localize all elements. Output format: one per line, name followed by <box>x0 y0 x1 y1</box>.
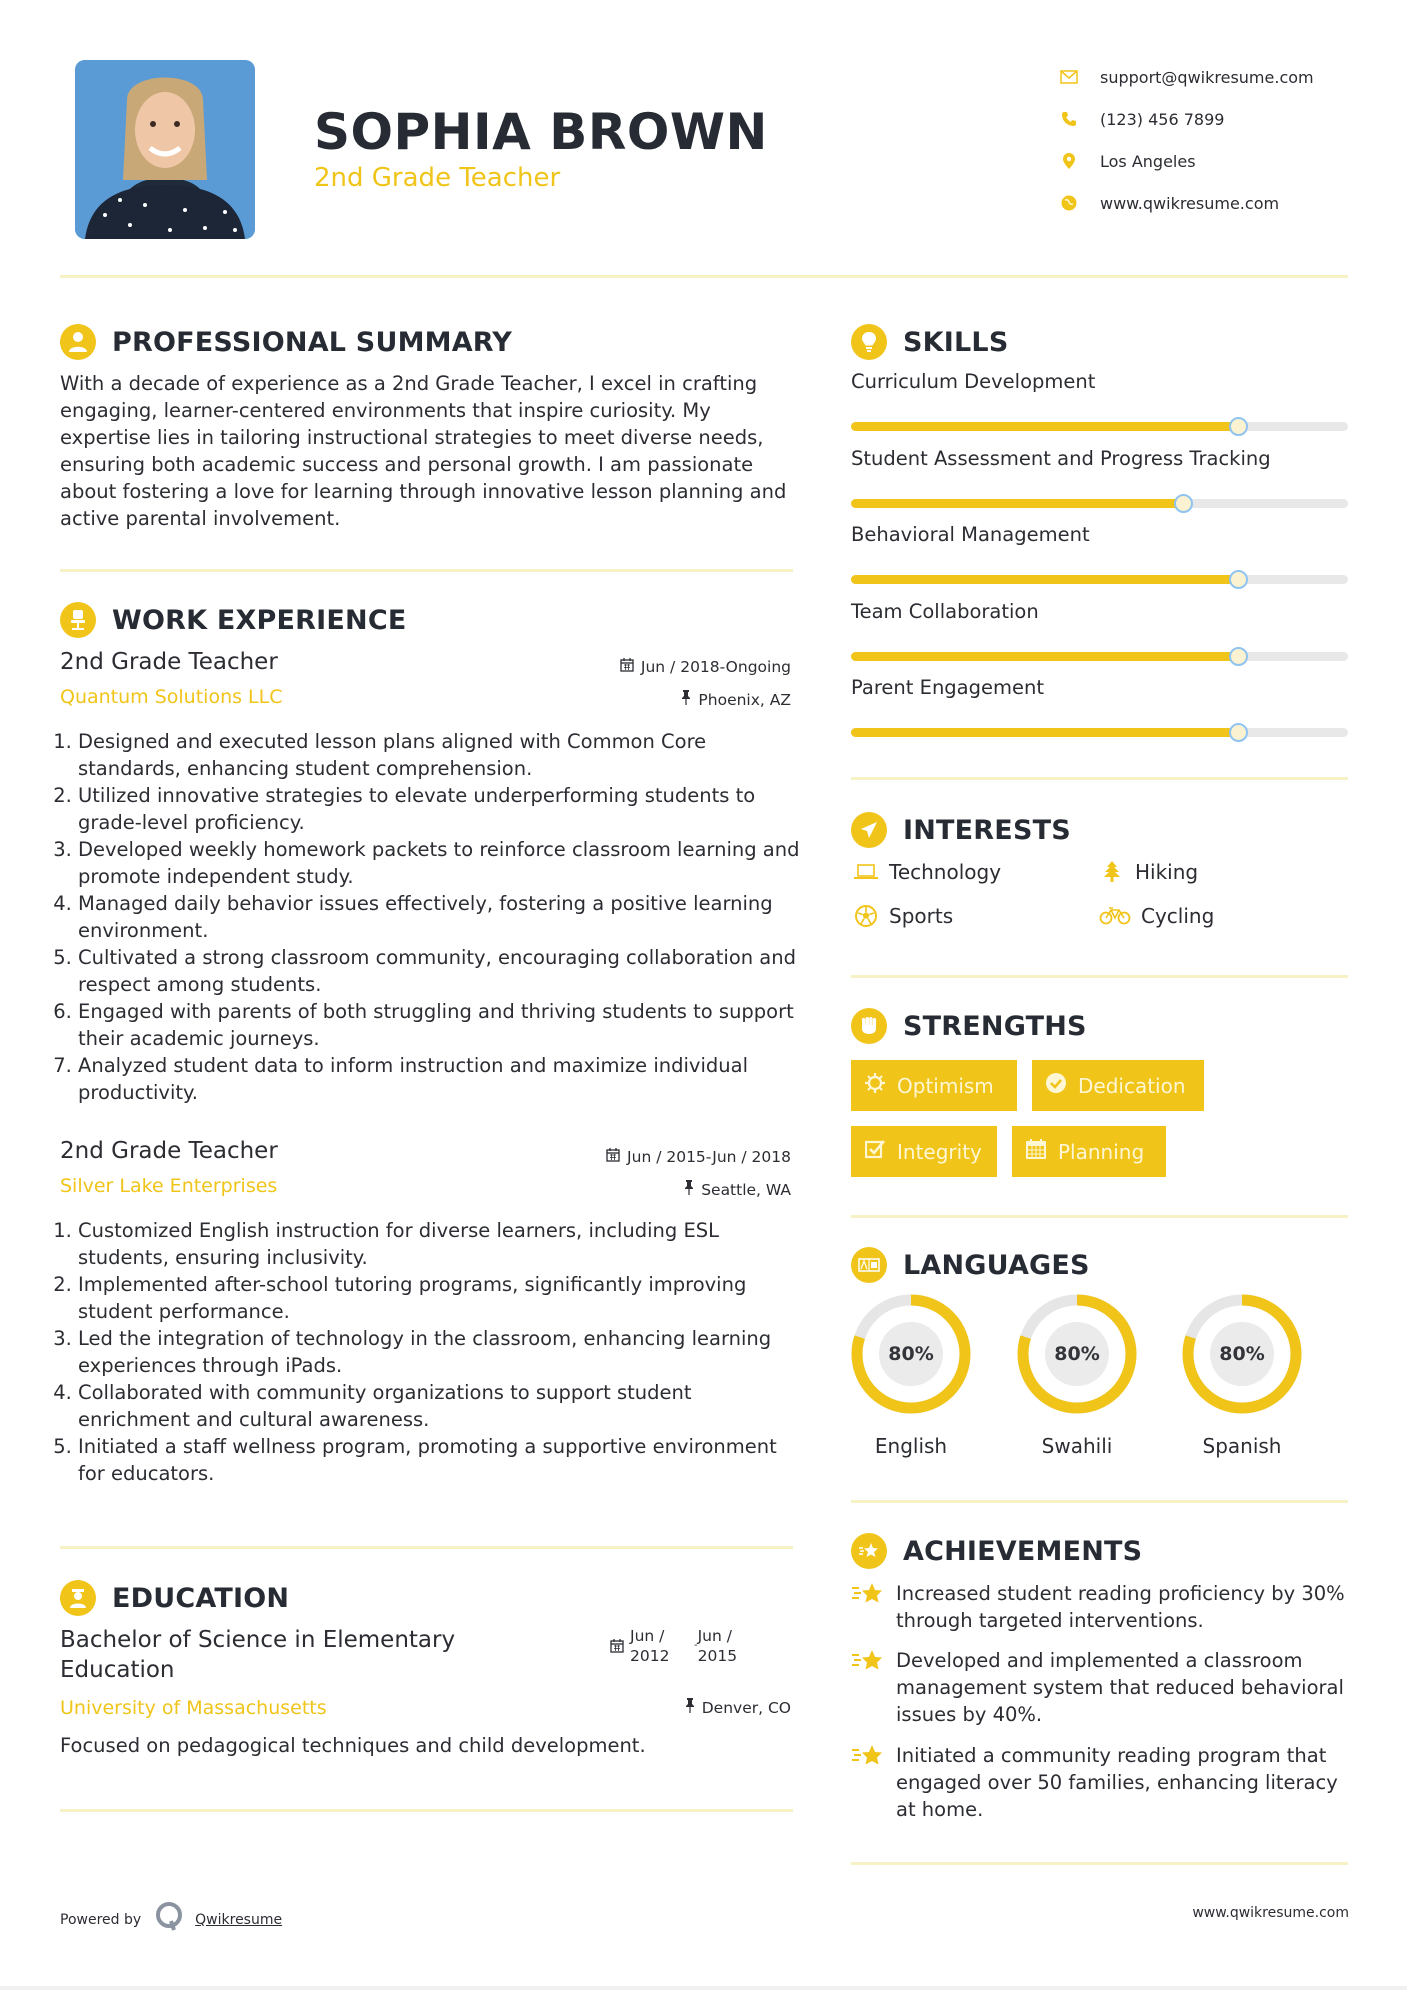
education-heading: EDUCATION <box>60 1580 289 1616</box>
education-divider <box>60 1809 793 1812</box>
interest-hiking: Hiking <box>1097 860 1198 884</box>
language-swahili: 80% Swahili <box>1017 1294 1137 1458</box>
user-icon <box>60 324 96 360</box>
contact-email[interactable] <box>1050 56 1314 98</box>
contact-location-text: Los Angeles <box>1100 151 1196 171</box>
contact-location <box>1050 140 1314 182</box>
summary-divider <box>60 569 793 572</box>
strengths-divider <box>851 1215 1348 1218</box>
duty-item: 7. Analyzed student data to inform instruction and maximize individual productivity. <box>78 1052 800 1106</box>
job-2-company: Silver Lake Enterprises <box>60 1175 278 1197</box>
skill-knob <box>1229 570 1248 589</box>
page-bottom-edge <box>0 1986 1407 1990</box>
skill-knob <box>1229 723 1248 742</box>
job-1-title: 2nd Grade Teacher <box>60 649 278 675</box>
interests-divider <box>851 975 1348 978</box>
interest-cycling: Cycling <box>1097 904 1214 928</box>
languages-divider <box>851 1500 1348 1503</box>
laptop-icon <box>851 864 881 880</box>
education-end: Jun / 2015 <box>697 1627 738 1665</box>
pushpin-icon <box>684 1180 694 1199</box>
duty-item: 2. Utilized innovative strategies to elevate underperforming students to grade-level proficiency. <box>78 782 800 836</box>
education-location: Denver, CO <box>685 1698 791 1717</box>
interest-technology: Technology <box>851 860 1001 884</box>
phone-icon <box>1050 111 1088 127</box>
duty-item: 3. Led the integration of technology in the classroom, enhancing learning experiences through iPads. <box>78 1325 800 1379</box>
skill-knob <box>1174 494 1193 513</box>
qwikresume-logo-icon <box>155 1901 183 1939</box>
calendar-icon <box>610 1638 624 1666</box>
contact-phone-text: (123) 456 7899 <box>1100 109 1225 129</box>
skill-curriculum-development: Curriculum Development <box>851 370 1348 431</box>
candidate-title: 2nd Grade Teacher <box>314 163 561 193</box>
education-degree: Bachelor of Science in Elementary Education <box>60 1627 456 1683</box>
achievement-item: Initiated a community reading program that engaged over 50 families, enhancing literacy at home. <box>851 1742 1351 1823</box>
check-circle-icon <box>1046 1073 1066 1098</box>
skill-bar <box>851 422 1348 431</box>
skill-knob <box>1229 647 1248 666</box>
education-separator: - <box>694 1640 698 1651</box>
duty-item: 4. Managed daily behavior issues effectively, fostering a positive learning environment. <box>78 890 800 944</box>
education-start: Jun / 2012 <box>630 1627 670 1665</box>
skill-team-collaboration: Team Collaboration <box>851 600 1348 661</box>
skills-divider <box>851 777 1348 780</box>
job-1-company: Quantum Solutions LLC <box>60 686 283 708</box>
skill-student-assessment: Student Assessment and Progress Tracking <box>851 447 1348 508</box>
languages-heading: LANGUAGES <box>851 1247 1090 1283</box>
education-dates <box>610 1626 738 1666</box>
envelope-icon <box>1050 70 1088 84</box>
contact-website-text: www.qwikresume.com <box>1100 193 1280 213</box>
achievement-item: Increased student reading proficiency by 30% through targeted interventions. <box>851 1580 1351 1634</box>
strengths-heading: STRENGTHS <box>851 1008 1087 1044</box>
calendar-icon <box>606 1148 620 1166</box>
duty-item: 2. Implemented after-school tutoring programs, significantly improving student performance. <box>78 1271 800 1325</box>
skill-bar <box>851 652 1348 661</box>
achievements-heading: ACHIEVEMENTS <box>851 1533 1142 1569</box>
job-2-duties <box>60 1217 800 1487</box>
job-1-dates: Jun / 2018-Ongoing <box>620 658 791 676</box>
duty-item: 6. Engaged with parents of both struggling and thriving students to support their academic journeys. <box>78 998 800 1052</box>
map-pin-icon <box>1050 153 1088 169</box>
sun-icon <box>865 1073 885 1098</box>
skill-knob <box>1229 417 1248 436</box>
footer-website[interactable]: www.qwikresume.com <box>1192 1905 1349 1921</box>
strength-integrity: Integrity <box>851 1126 997 1177</box>
strength-dedication: Dedication <box>1032 1060 1204 1111</box>
contact-list <box>1050 56 1314 224</box>
profile-photo <box>75 60 255 239</box>
summary-heading: PROFESSIONAL SUMMARY <box>60 324 512 360</box>
fist-icon <box>851 1008 887 1044</box>
pushpin-icon <box>681 690 691 709</box>
duty-item: 5. Cultivated a strong classroom community, encouraging collaboration and respect among students. <box>78 944 800 998</box>
shooting-star-icon <box>851 1647 891 1728</box>
education-description: Focused on pedagogical techniques and child development. <box>60 1734 646 1757</box>
bicycle-icon <box>1097 907 1133 925</box>
shooting-star-icon <box>851 1580 891 1634</box>
star-icon <box>851 1533 887 1569</box>
skill-bar <box>851 499 1348 508</box>
skill-bar <box>851 728 1348 737</box>
job-2-title: 2nd Grade Teacher <box>60 1138 278 1164</box>
paper-plane-icon <box>851 812 887 848</box>
graduate-icon <box>60 1580 96 1616</box>
header-divider <box>60 275 1348 278</box>
interest-sports: Sports <box>851 904 953 928</box>
shooting-star-icon <box>851 1742 891 1823</box>
duty-item: 1. Designed and executed lesson plans aligned with Common Core standards, enhancing student comprehension. <box>78 728 800 782</box>
job-2-dates: Jun / 2015-Jun / 2018 <box>606 1148 791 1166</box>
experience-divider <box>60 1546 793 1549</box>
language-progress-ring: 80% <box>1017 1294 1137 1414</box>
interests-heading: INTERESTS <box>851 812 1071 848</box>
contact-website[interactable] <box>1050 182 1314 224</box>
achievement-item: Developed and implemented a classroom management system that reduced behavioral issues by 40%. <box>851 1647 1351 1728</box>
candidate-name: SOPHIA BROWN <box>314 103 768 161</box>
contact-phone[interactable] <box>1050 98 1314 140</box>
tree-icon <box>1097 861 1127 883</box>
education-school: University of Massachusetts <box>60 1697 327 1719</box>
strength-planning: Planning <box>1012 1126 1166 1177</box>
calendar-icon <box>620 658 634 676</box>
job-1-duties <box>60 728 800 1106</box>
job-1-location: Phoenix, AZ <box>681 690 791 709</box>
skill-bar <box>851 575 1348 584</box>
strength-optimism: Optimism <box>851 1060 1017 1111</box>
calendar-icon <box>1026 1139 1046 1164</box>
check-square-icon <box>865 1139 885 1164</box>
language-english: 80% English <box>851 1294 971 1458</box>
office-chair-icon <box>60 602 96 638</box>
summary-text: With a decade of experience as a 2nd Grade Teacher, I excel in crafting engaging, learner-centered environments that inspire curiosity. My expertise lies in tailoring instructional strategies to meet diverse needs, ensuring both academic success and personal growth. I am passionate about fostering a love for learning through innovative lesson planning and active parental involvement. <box>60 372 787 530</box>
qwikresume-link[interactable]: Qwikresume <box>195 1912 283 1928</box>
lightbulb-icon <box>851 324 887 360</box>
experience-heading: WORK EXPERIENCE <box>60 602 406 638</box>
skills-heading: SKILLS <box>851 324 1008 360</box>
language-progress-ring: 80% <box>1182 1294 1302 1414</box>
achievements-divider <box>851 1862 1348 1865</box>
skill-parent-engagement: Parent Engagement <box>851 676 1348 737</box>
duty-item: 1. Customized English instruction for diverse learners, including ESL students, ensuring inclusivity. <box>78 1217 800 1271</box>
contact-email-text: support@qwikresume.com <box>1100 67 1314 87</box>
soccer-ball-icon <box>851 905 881 927</box>
duty-item: 4. Collaborated with community organizations to support student enrichment and cultural awareness. <box>78 1379 800 1433</box>
globe-icon <box>1050 195 1088 211</box>
footer-powered-by: Powered by Qwikresume <box>60 1901 282 1939</box>
duty-item: 3. Developed weekly homework packets to reinforce classroom learning and promote independent study. <box>78 836 800 890</box>
language-spanish: 80% Spanish <box>1182 1294 1302 1458</box>
job-2-location: Seattle, WA <box>684 1180 791 1199</box>
translate-icon <box>851 1247 887 1283</box>
skill-behavioral-management: Behavioral Management <box>851 523 1348 584</box>
language-progress-ring: 80% <box>851 1294 971 1414</box>
pushpin-icon <box>685 1698 695 1717</box>
duty-item: 5. Initiated a staff wellness program, promoting a supportive environment for educators. <box>78 1433 800 1487</box>
